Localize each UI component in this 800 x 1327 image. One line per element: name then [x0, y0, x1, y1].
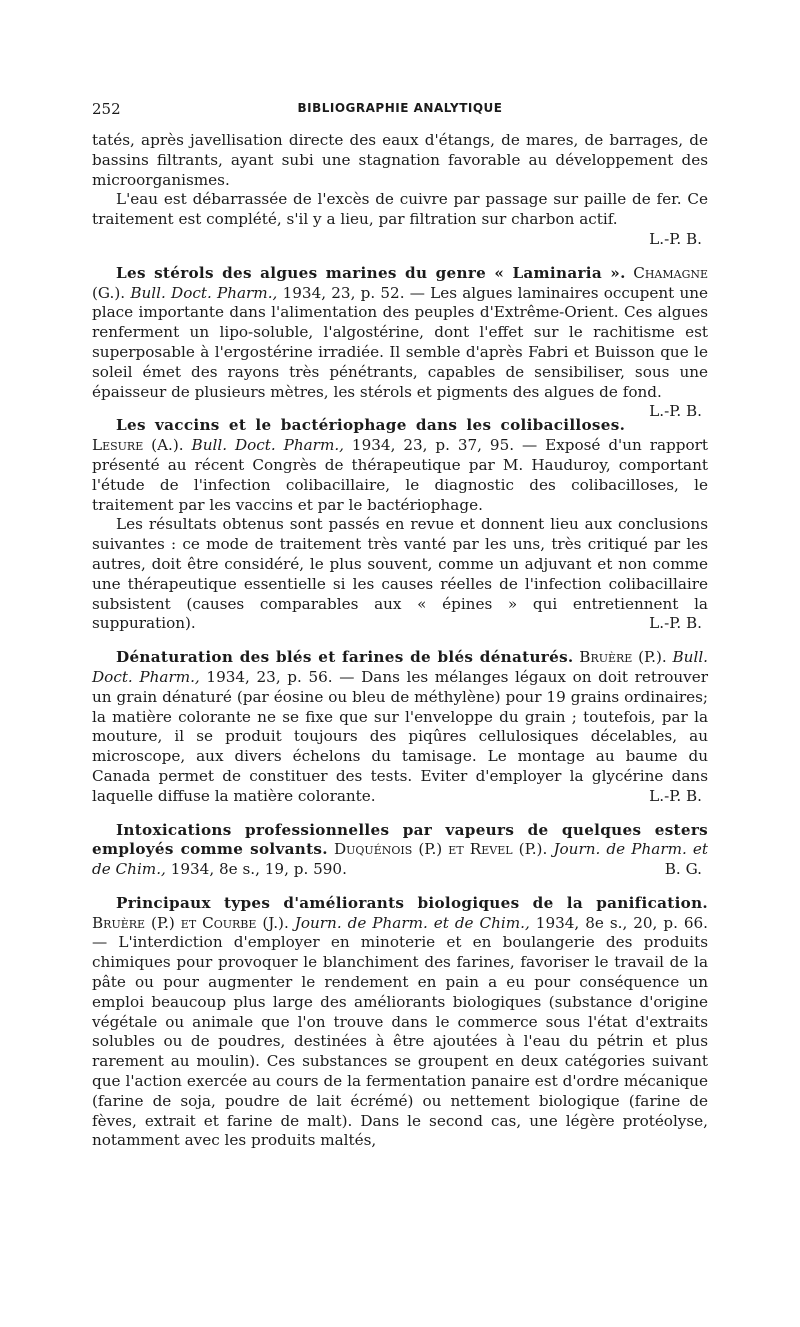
- entry-reference: 1934, 23, p. 52. —: [282, 283, 425, 302]
- entry-text: Exposé d'un rapport présenté au récent Congrès de thérapeutique par M. Hauduroy, comportant l'étude de l'infection colibacillaire, le diagnostic des colibacilloses, le traitement par les vaccins et par le bactériophage.: [92, 436, 708, 514]
- entry-text: Les algues laminaires occupent une place importante dans l'alimentation des peuples d'Extrême-Orient. Ces algues renferment un lipo-soluble, l'algostérine, dont l'effet sur le rachitisme est superposable à l'ergostérine irradiée. Il semble d'après Fabri et Buisson que le soleil émet des rayons très pénétrants, capables de sensibiliser, sous une épaisseur de plusieurs mètres, les stérols et pigments des algues de fond.: [92, 283, 709, 401]
- entry-citation: Bull. Doct. Pharm.,: [191, 436, 344, 455]
- intro-paragraph: L'eau est débarrassée de l'excès de cuivre par passage sur paille de fer. Ce traitement est complété, s'il y a lieu, par filtration sur charbon actif.: [92, 190, 708, 229]
- entry-author: Chamagne (G.).: [92, 263, 709, 302]
- signature: L.-P. B.: [649, 402, 702, 421]
- signature: L.-P. B.: [649, 614, 702, 633]
- entry-author: Duquénois (P.) et Revel (P.).: [333, 840, 548, 859]
- bibliography-entry: [92, 894, 708, 1151]
- intro-paragraph: tatés, après javellisation directe des eaux d'étangs, de mares, de barrages, de bassins filtrants, ayant subi une stagnation favorable au développement des microorganismes.: [92, 131, 708, 189]
- signature: L.-P. B.: [649, 229, 702, 248]
- entry-title: Les vaccins et le bactériophage dans les colibacilloses.: [116, 416, 626, 435]
- entry-citation: Journ. de Pharm. et de Chim.,: [294, 913, 530, 932]
- entry-author: Bruère (P.).: [579, 648, 667, 667]
- entry-author: Lesure (A.).: [92, 436, 184, 455]
- page-number: 252: [92, 100, 121, 118]
- entry-reference: 1934, 8e s., 20, p. 66. —: [92, 913, 709, 952]
- entry-reference: 1934, 8e s., 19, p. 590.: [170, 860, 347, 879]
- signature: L.-P. B.: [649, 786, 702, 805]
- signature: B. G.: [664, 860, 702, 879]
- running-title: BIBLIOGRAPHIE ANALYTIQUE: [297, 101, 503, 115]
- entry-text: Dans les mélanges légaux on doit retrouver un grain dénaturé (par éosine ou bleu de méthylène) pour 19 grains ordinaires; la matière colorante ne se fixe que sur l'enveloppe du grain ; toutefois, par la mouture, il se produit toujours des piqûres cellulosiques décelables, au microscope, aux divers échelons du tamisage. Le montage au baume du Canada permet de constituer des tests. Eviter d'employer la glycérine dans laquelle diffuse la matière colorante.: [92, 667, 708, 805]
- entry-author: Bruère (P.) et Courbe (J.).: [92, 913, 289, 932]
- bibliography-entry: [92, 648, 708, 806]
- entry-title: Intoxications professionnelles par vapeurs de quelques esters employés comme solvants.: [92, 820, 708, 859]
- entry-title: Principaux types d'améliorants biologiques de la panification.: [116, 893, 708, 912]
- entry-text: Les résultats obtenus sont passés en revue et donnent lieu aux conclusions suivantes : ce mode de traitement très vanté par les uns, très critiqué par les autres, doit être considéré, le plus souvent, comme un adjuvant et non comme une thérapeutique essentielle si les causes réelles de l'infection colibacillaire subsistent (causes comparables aux « épines » qui entretiennent la suppuration).: [92, 515, 708, 633]
- entry-citation: Bull. Doct. Pharm.,: [92, 648, 709, 686]
- bibliography-entry: [92, 416, 708, 634]
- entry-citation: Bull. Doct. Pharm.,: [130, 283, 278, 302]
- entry-citation: Journ. de Pharm. et de Chim.,: [92, 840, 709, 879]
- page-header: [92, 100, 708, 124]
- bibliography-entry: [92, 821, 708, 880]
- entry-title: Dénaturation des blés et farines de blés dénaturés.: [116, 648, 574, 667]
- entry-text: L'interdiction d'employer en minoterie et en boulangerie des produits chimiques pour provoquer le blanchiment des farines, favoriser le travail de la pâte ou pour augmenter le rendement en pain a eu pour conséquence un emploi beaucoup plus large des améliorants biologiques (substance d'origine végétale ou animale que l'on trouve dans le commerce sous l'état d'extraits solubles ou de poudres, destinées à être ajoutées à l'eau du pétrin et plus rarement au moulin). Ces substances se groupent en deux catégories suivant que l'action exercée au cours de la fermentation panaire est d'ordre mécanique (farine de soja, poudre de lait écrémé) ou nettement biologique (farine de fèves, extrait et farine de malt). Dans le second cas, une légère protéolyse, notamment avec les produits maltés,: [92, 933, 709, 1150]
- entry-title: Les stérols des algues marines du genre « Laminaria ».: [116, 263, 626, 282]
- entry-reference: 1934, 23, p. 37, 95. —: [351, 436, 538, 455]
- page-body: [92, 131, 708, 1151]
- bibliography-entry: [92, 263, 709, 421]
- entry-reference: 1934, 23, p. 56. —: [206, 667, 355, 686]
